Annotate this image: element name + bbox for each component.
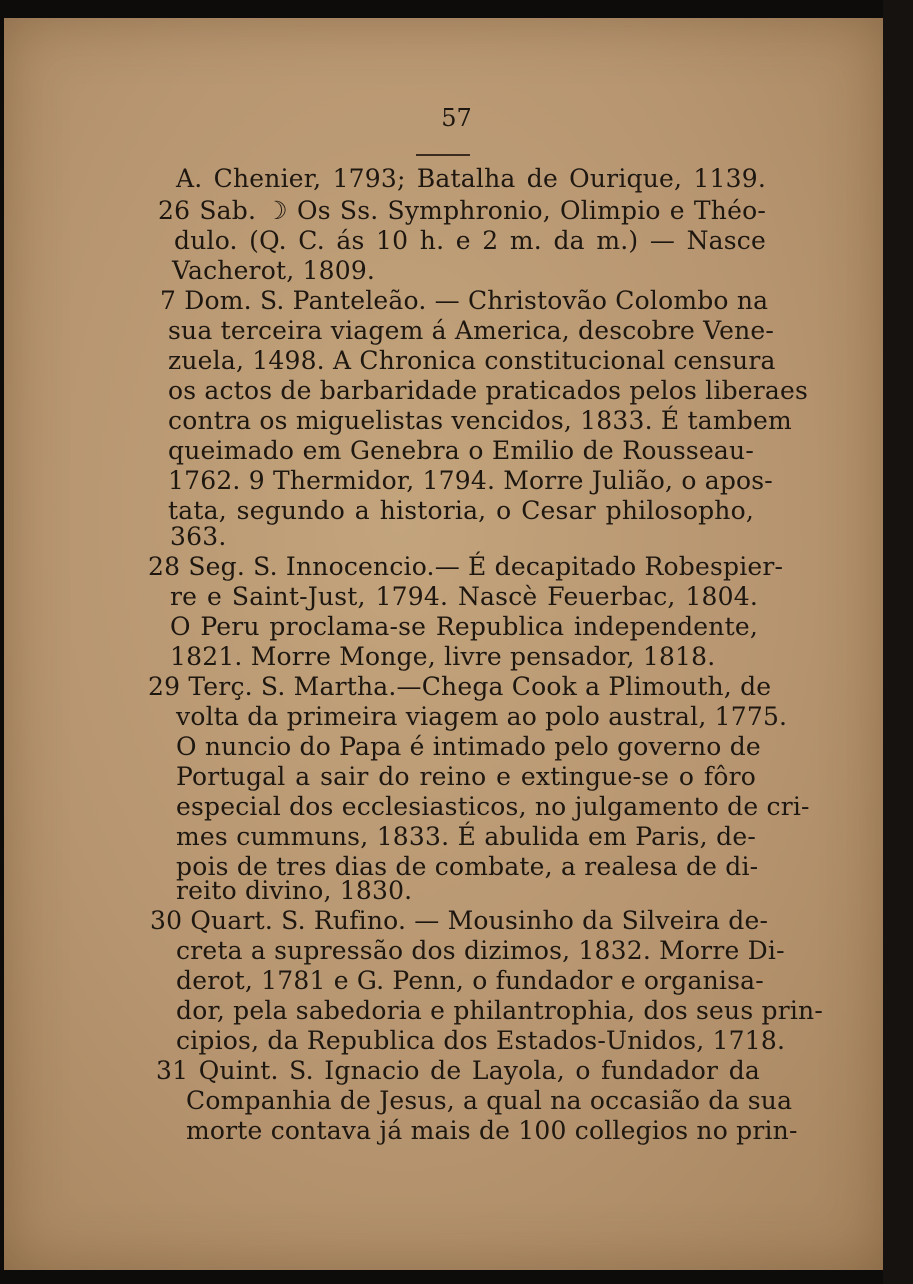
text-line: 30 Quart. S. Rufino. — Mousinho da Silveira de- bbox=[150, 906, 769, 935]
text-line: 29 Terç. S. Martha.—Chega Cook a Plimouth, de bbox=[148, 672, 772, 701]
text-line: reito divino, 1830. bbox=[176, 876, 413, 905]
text-line: especial dos ecclesiasticos, no julgamento de cri- bbox=[176, 792, 810, 821]
text-line: mes cummuns, 1833. É abulida em Paris, de- bbox=[176, 822, 756, 851]
text-line: contra os miguelistas vencidos, 1833. É tambem bbox=[168, 406, 792, 435]
text-line: sua terceira viagem á America, descobre Vene- bbox=[168, 316, 775, 345]
text-line: volta da primeira viagem ao polo austral, 1775. bbox=[176, 702, 788, 731]
header-rule bbox=[416, 154, 470, 156]
text-line: cipios, da Republica dos Estados-Unidos, 1718. bbox=[176, 1026, 786, 1055]
text-line: dulo. (Q. C. ás 10 h. e 2 m. da m.) — Nasce bbox=[174, 226, 766, 255]
text-line: 31 Quint. S. Ignacio de Layola, o fundador da bbox=[156, 1056, 760, 1085]
text-line: Vacherot, 1809. bbox=[172, 256, 376, 285]
text-line: re e Saint-Just, 1794. Nascè Feuerbac, 1804. bbox=[170, 582, 758, 611]
page-number: 57 bbox=[441, 104, 472, 132]
text-line: 26 Sab. ☽ Os Ss. Symphronio, Olimpio e Théo- bbox=[158, 196, 766, 225]
text-line: O nuncio do Papa é intimado pelo governo de bbox=[176, 732, 761, 761]
text-line: 7 Dom. S. Panteleão. — Christovão Colombo na bbox=[160, 286, 769, 315]
text-line: 363. bbox=[170, 522, 227, 551]
text-line: dor, pela sabedoria e philantrophia, dos seus prin- bbox=[176, 996, 824, 1025]
text-line: pois de tres dias de combate, a realesa de di- bbox=[176, 852, 759, 881]
text-line: zuela, 1498. A Chronica constitucional censura bbox=[168, 346, 776, 375]
text-line: creta a supressão dos dizimos, 1832. Morre Di- bbox=[176, 936, 785, 965]
text-line: 28 Seg. S. Innocencio.— É decapitado Robespier- bbox=[148, 552, 784, 581]
text-line: tata, segundo a historia, o Cesar philosopho, bbox=[168, 496, 754, 525]
text-line: queimado em Genebra o Emilio de Rousseau- bbox=[168, 436, 754, 465]
text-line: derot, 1781 e G. Penn, o fundador e organisa- bbox=[176, 966, 764, 995]
text-line: 1762. 9 Thermidor, 1794. Morre Julião, o apos- bbox=[168, 466, 773, 495]
text-line: Companhia de Jesus, a qual na occasião da sua bbox=[186, 1086, 793, 1115]
text-line: os actos de barbaridade praticados pelos liberaes bbox=[168, 376, 809, 405]
text-line: 1821. Morre Monge, livre pensador, 1818. bbox=[170, 642, 716, 671]
text-line: Portugal a sair do reino e extingue-se o fôro bbox=[176, 762, 756, 791]
text-line: A. Chenier, 1793; Batalha de Ourique, 1139. bbox=[176, 164, 766, 193]
text-line: O Peru proclama-se Republica independente, bbox=[170, 612, 758, 641]
text-line: morte contava já mais de 100 collegios no prin- bbox=[186, 1116, 798, 1145]
